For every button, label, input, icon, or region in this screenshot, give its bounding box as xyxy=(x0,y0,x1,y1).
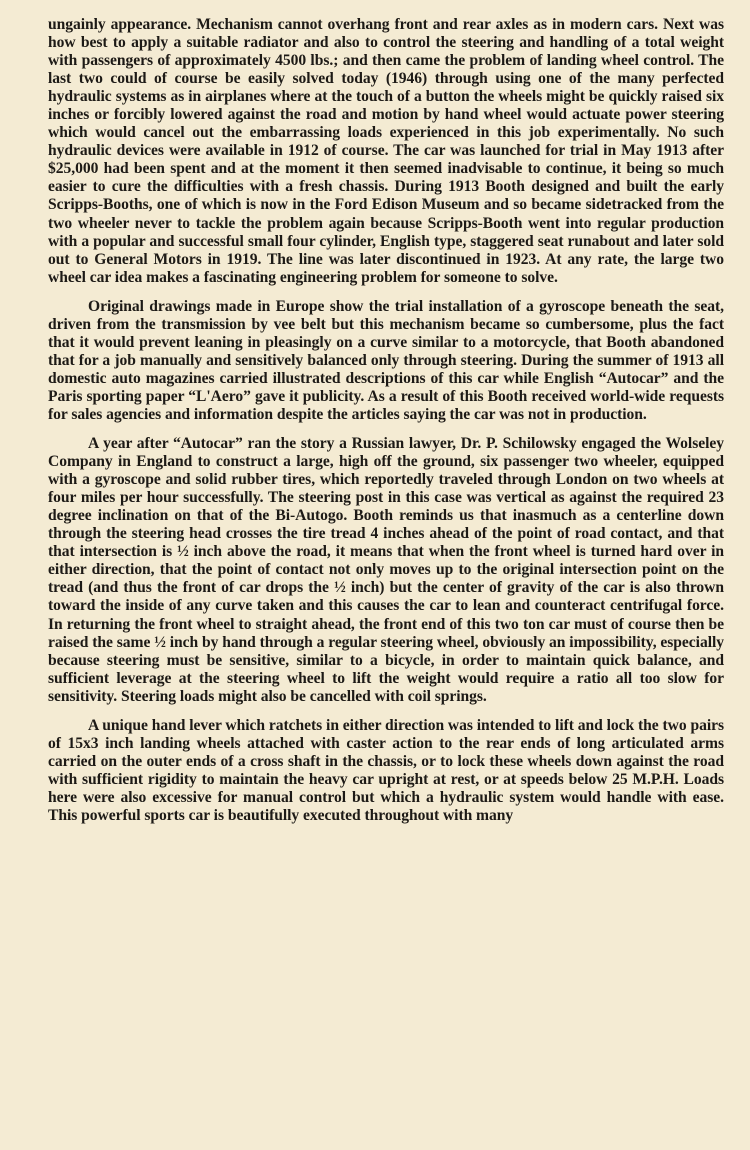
paragraph-continued: ungainly appearance. Mechanism cannot overhang front and rear axles as in modern cars. Next was how best to apply a suitable radiator and also to control the steering and handling of a total weight with passengers of approximately 4500 lbs.; and then came the problem of landing wheel control. The last two could of course be easily solved today (1946) through using one of the many perfected hydraulic systems as in airplanes where at the touch of a button the wheels might be quickly raised six inches or forcibly lowered against the road and motion by hand wheel would actuate power steering which would cancel out the embarrassing loads experienced in this job experimentally. No such hydraulic devices were available in 1912 of course. The car was launched for trial in May 1913 after $25,000 had been spent and at the moment it then seemed inadvisable to continue, it being so much easier to cure the difficulties with a fresh chassis. During 1913 Booth designed and built the early Scripps-Booths, one of which is now in the Ford Edison Museum and so became sidetracked from the two wheeler never to tackle the problem again because Scripps-Booth went into regular production with a popular and successful small four cylinder, English type, staggered seat runabout and later sold out to General Motors in 1919. The line was later discontinued in 1923. At any rate, the large two wheel car idea makes a fascinating engineering problem for someone to solve. xyxy=(48,16,724,286)
paragraph-hand-lever: A unique hand lever which ratchets in either direction was intended to lift and lock the two pairs of 15x3 inch landing wheels attached with caster action to the rear ends of long articulated arms carried on the outer ends of a cross shaft in the chassis, or to lock these wheels down against the road with sufficient rigidity to maintain the heavy car upright at rest, or at speeds below 25 M.P.H. Loads here were also excessive for manual control but which a hydraulic system would handle with ease. This powerful sports car is beautifully executed throughout with many xyxy=(48,716,724,824)
paragraph-schilowsky: A year after “Autocar” ran the story a Russian lawyer, Dr. P. Schilowsky engaged the Wolseley Company in England to construct a large, high off the ground, six passenger two wheeler, equipped with a gyroscope and solid rubber tires, which reportedly traveled through London on two wheels at four miles per hour successfully. The steering post in this case was vertical as against the required 23 degree inclination on that of the Bi-Autogo. Booth reminds us that inasmuch as a centerline down through the steering head crosses the tire tread 4 inches ahead of the point of road contact, and that that intersection is ½ inch above the road, it means that when the front wheel is turned hard over in either direction, that the point of contact not only moves up to the original intersection point on the tread (and thus the front of car drops the ½ inch) but the center of gravity of the car is also thrown toward the inside of any curve taken and this causes the car to lean and counteract centrifugal force. In returning the front wheel to straight ahead, the front end of this two ton car must of course then be raised the same ½ inch by hand through a regular steering wheel, obviously an impossibility, especially because steering must be sensitive, similar to a bicycle, in order to maintain quick balance, and sufficient leverage at the steering wheel to lift the weight would require a ratio all too slow for sensitivity. Steering loads might also be cancelled with coil springs. xyxy=(48,435,724,705)
paragraph-gyroscope: Original drawings made in Europe show the trial installation of a gyroscope beneath the seat, driven from the transmission by vee belt but this mechanism became so cumbersome, plus the fact that it would prevent leaning in pleasingly on a curve similar to a motorcycle, that Booth abandoned that for a job manually and sensitively balanced only through steering. During the summer of 1913 all domestic auto magazines carried illustrated descriptions of this car while English “Autocar” and the Paris sporting paper “L'Aero” gave it publicity. As a result of this Booth received world-wide requests for sales agencies and information despite the articles saying the car was not in production. xyxy=(48,297,724,423)
